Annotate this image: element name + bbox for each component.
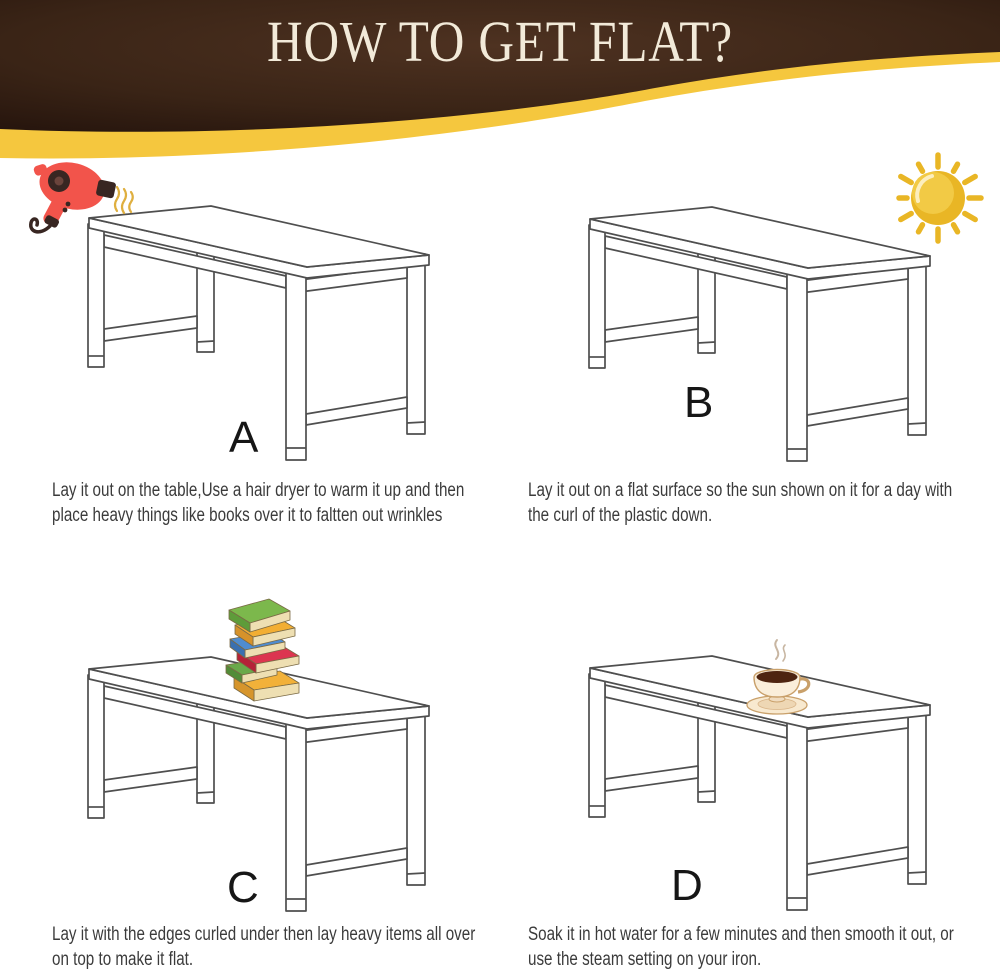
caption-line: place heavy things like books over it to faltten out wrinkles <box>52 505 443 526</box>
caption-line: Lay it out on a flat surface so the sun shown on it for a day with <box>528 480 953 501</box>
table-illustration-b <box>586 205 942 465</box>
caption-d <box>528 922 954 972</box>
books-icon <box>222 596 300 712</box>
panel-label-a: A <box>229 413 259 462</box>
panel-label-d: D <box>671 861 703 910</box>
page-title: HOW TO GET FLAT? <box>267 9 733 74</box>
caption-a <box>52 478 464 528</box>
panel-label-b: B <box>684 378 714 427</box>
caption-line: Soak it in hot water for a few minutes and then smooth it out, or <box>528 924 954 945</box>
panel-label-c: C <box>227 863 259 912</box>
caption-line: use the steam setting on your iron. <box>528 949 762 970</box>
caption-line: the curl of the plastic down. <box>528 505 713 526</box>
caption-line: on top to make it flat. <box>52 949 194 970</box>
caption-c <box>52 922 475 972</box>
table-illustration-a <box>85 204 441 464</box>
caption-line: Lay it out on the table,Use a hair dryer to warm it up and then <box>52 480 465 501</box>
caption-b <box>528 478 952 528</box>
sun-icon <box>890 150 986 246</box>
caption-line: Lay it with the edges curled under then lay heavy items all over <box>52 924 476 945</box>
hair-dryer-icon <box>20 156 140 238</box>
coffee-cup-icon <box>733 637 823 721</box>
